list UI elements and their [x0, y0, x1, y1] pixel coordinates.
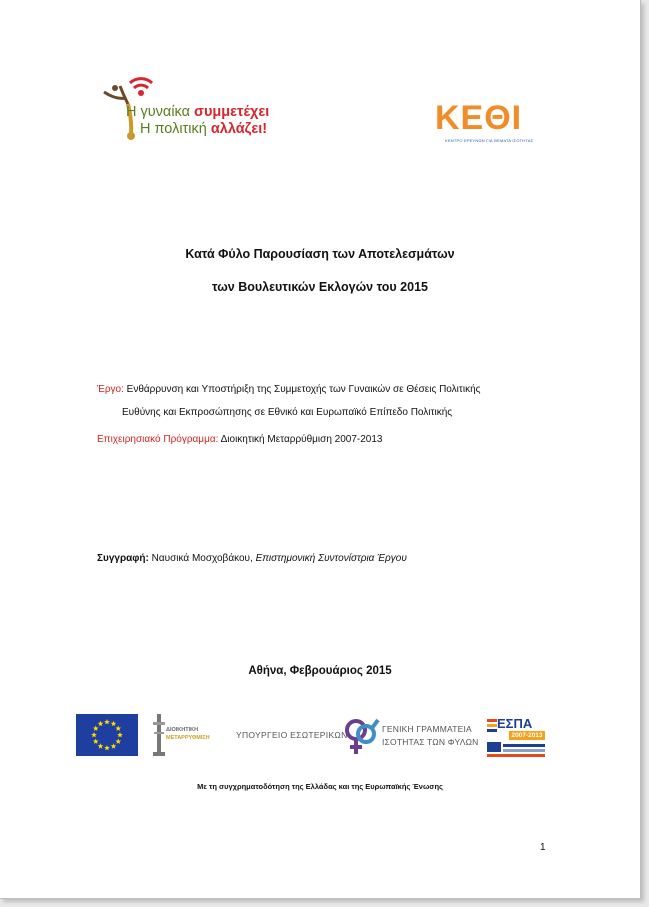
- city-date: Αθήνα, Φεβρουάριος 2015: [248, 665, 392, 677]
- eu-flag-icon: [76, 714, 138, 756]
- gsge-line-1: ΓΕΝΙΚΗ ΓΡΑΜΜΑΤΕΙΑ: [382, 724, 472, 734]
- program-info: [97, 434, 547, 445]
- keth-subtitle: ΚΕΝΤΡΟ ΕΡΕΥΝΩΝ ΓΙΑ ΘΕΜΑΤΑ ΙΣΟΤΗΤΑΣ: [445, 138, 534, 143]
- slogan-text-1: Η γυναίκα: [126, 104, 195, 120]
- espa-bottom-strip: [487, 742, 545, 758]
- gsge-line-2: ΙΣΟΤΗΤΑΣ ΤΩΝ ΦΥΛΩΝ: [382, 737, 479, 747]
- campaign-slogan: [126, 104, 269, 138]
- author-label: Συγγραφή:: [97, 553, 149, 564]
- document-title-line-2: των Βουλευτικών Εκλογών του 2015: [211, 280, 428, 294]
- slogan-highlight-2: αλλάζει!: [210, 121, 268, 137]
- slogan-text-2: Η πολιτική: [140, 121, 211, 137]
- campaign-logo: [98, 76, 278, 146]
- project-text-1: Ενθάρρυνση και Υποστήριξη της Συμμετοχής των Γυναικών σε Θέσεις Πολιτικής: [123, 384, 481, 395]
- program-label: Επιχειρησιακό Πρόγραμμα:: [97, 434, 219, 445]
- project-label: Έργο:: [97, 384, 124, 395]
- gsge-logo: [342, 712, 479, 760]
- espa-years: 2007-2013: [509, 731, 545, 740]
- keth-wordmark: ΚΕΘΙ: [435, 99, 523, 137]
- gender-symbols-icon: [342, 712, 380, 760]
- dioikitiki-line-2: ΜΕΤΑΡΡΥΘΜΙΣΗ: [166, 735, 210, 741]
- author-info: [97, 553, 547, 564]
- slogan-highlight-1: συμμετέχει: [194, 104, 270, 120]
- dioikitiki-line-1: ΔΙΟΙΚΗΤΙΚΗ: [166, 727, 199, 733]
- project-info: [97, 378, 547, 424]
- espa-wordmark: ΕΣΠΑ: [497, 716, 533, 731]
- espa-logo: [487, 716, 545, 758]
- program-text: Διοικητική Μεταρρύθμιση 2007-2013: [218, 434, 383, 445]
- page-number: 1: [540, 842, 546, 853]
- author-name: Ναυσικά Μοσχοβάκου,: [148, 553, 256, 564]
- project-text-2: Ευθύνης και Εκπροσώπησης σε Εθνικό και Ευρωπαϊκό Επίπεδο Πολιτικής: [122, 407, 453, 418]
- dioikitiki-metarrythmisi-logo: [152, 712, 224, 758]
- column-icon: [152, 712, 166, 758]
- author-role: Επιστημονική Συντονίστρια Έργου: [255, 553, 407, 564]
- ministry-logo-text: ΥΠΟΥΡΓΕΙΟ ΕΣΩΤΕΡΙΚΩΝ: [236, 730, 348, 740]
- keth-logo: [435, 100, 545, 150]
- cofunding-note: Με τη συγχρηματοδότηση της Ελλάδας και της Ευρωπαϊκής Ένωσης: [197, 782, 443, 791]
- document-title-line-1: Κατά Φύλο Παρουσίαση των Αποτελεσμάτων: [185, 247, 455, 261]
